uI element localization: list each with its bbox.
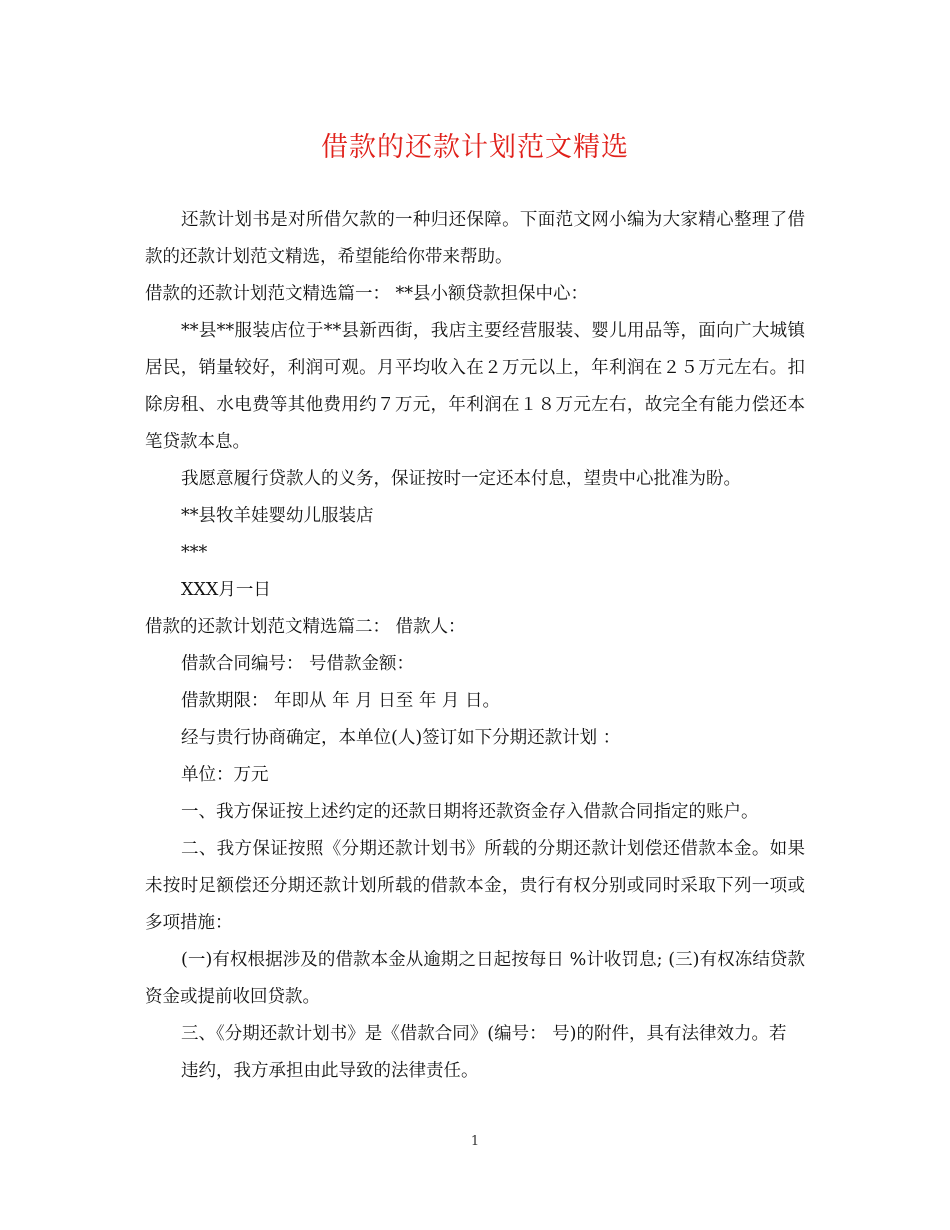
intro-paragraph: 还款计划书是对所借欠款的一种归还保障。下面范文网小编为大家精心整理了借款的还款计划范文精选，希望能给你带来帮助。	[145, 210, 805, 267]
signature-name: ***	[181, 543, 208, 563]
section-two-paragraph: 经与贵行协商确定，本单位(人)签订如下分期还款计划 ：	[181, 728, 621, 748]
signature-shop-name: **县牧羊娃婴幼儿服装店	[181, 506, 374, 526]
section-two-paragraph: 二、我方保证按照《分期还款计划书》所载的分期还款计划偿还借款本金。如果未按时足额偿还分期还款计划所载的借款本金，贵行有权分别或同时采取下列一项或多项措施：	[145, 839, 805, 933]
section-two-paragraph: 违约，我方承担由此导致的法律责任。	[181, 1061, 479, 1081]
section-two-heading: 借款的还款计划范文精选篇二： 借款人：	[145, 617, 466, 637]
section-one-paragraph: 我愿意履行贷款人的义务，保证按时一定还本付息，望贵中心批准为盼。	[181, 469, 741, 489]
section-two-paragraph: 一、我方保证按上述约定的还款日期将还款资金存入借款合同指定的账户。	[181, 802, 759, 822]
section-two-paragraph: 三、《分期还款计划书》是《借款合同》(编号： 号)的附件，具有法律效力。若	[181, 1024, 787, 1044]
section-one-heading: 借款的还款计划范文精选篇一： **县小额贷款担保中心：	[145, 284, 589, 304]
section-two-paragraph: 借款期限： 年即从 年 月 日至 年 月 日。	[181, 691, 500, 711]
page-number: 1	[470, 1134, 480, 1149]
signature-date: XXX月一日	[181, 580, 271, 600]
document-body	[145, 202, 805, 1090]
document-title: 借款的还款计划范文精选	[321, 132, 629, 163]
section-one-paragraph: **县**服装店位于**县新西街，我店主要经营服装、婴儿用品等，面向广大城镇居民，销量较好，利润可观。月平均收入在２万元以上，年利润在２５万元左右。扣除房租、水电费等其他费用约７万元，年利润在１８万元左右，故完全有能力偿还本笔贷款本息。	[145, 321, 805, 452]
section-two-paragraph: 借款合同编号： 号借款金额：	[181, 654, 415, 674]
section-two-paragraph: (一)有权根据涉及的借款本金从逾期之日起按每日 %计收罚息; (三)有权冻结贷款资金或提前收回贷款。	[145, 950, 805, 1007]
section-two-paragraph: 单位：万元	[181, 765, 269, 785]
